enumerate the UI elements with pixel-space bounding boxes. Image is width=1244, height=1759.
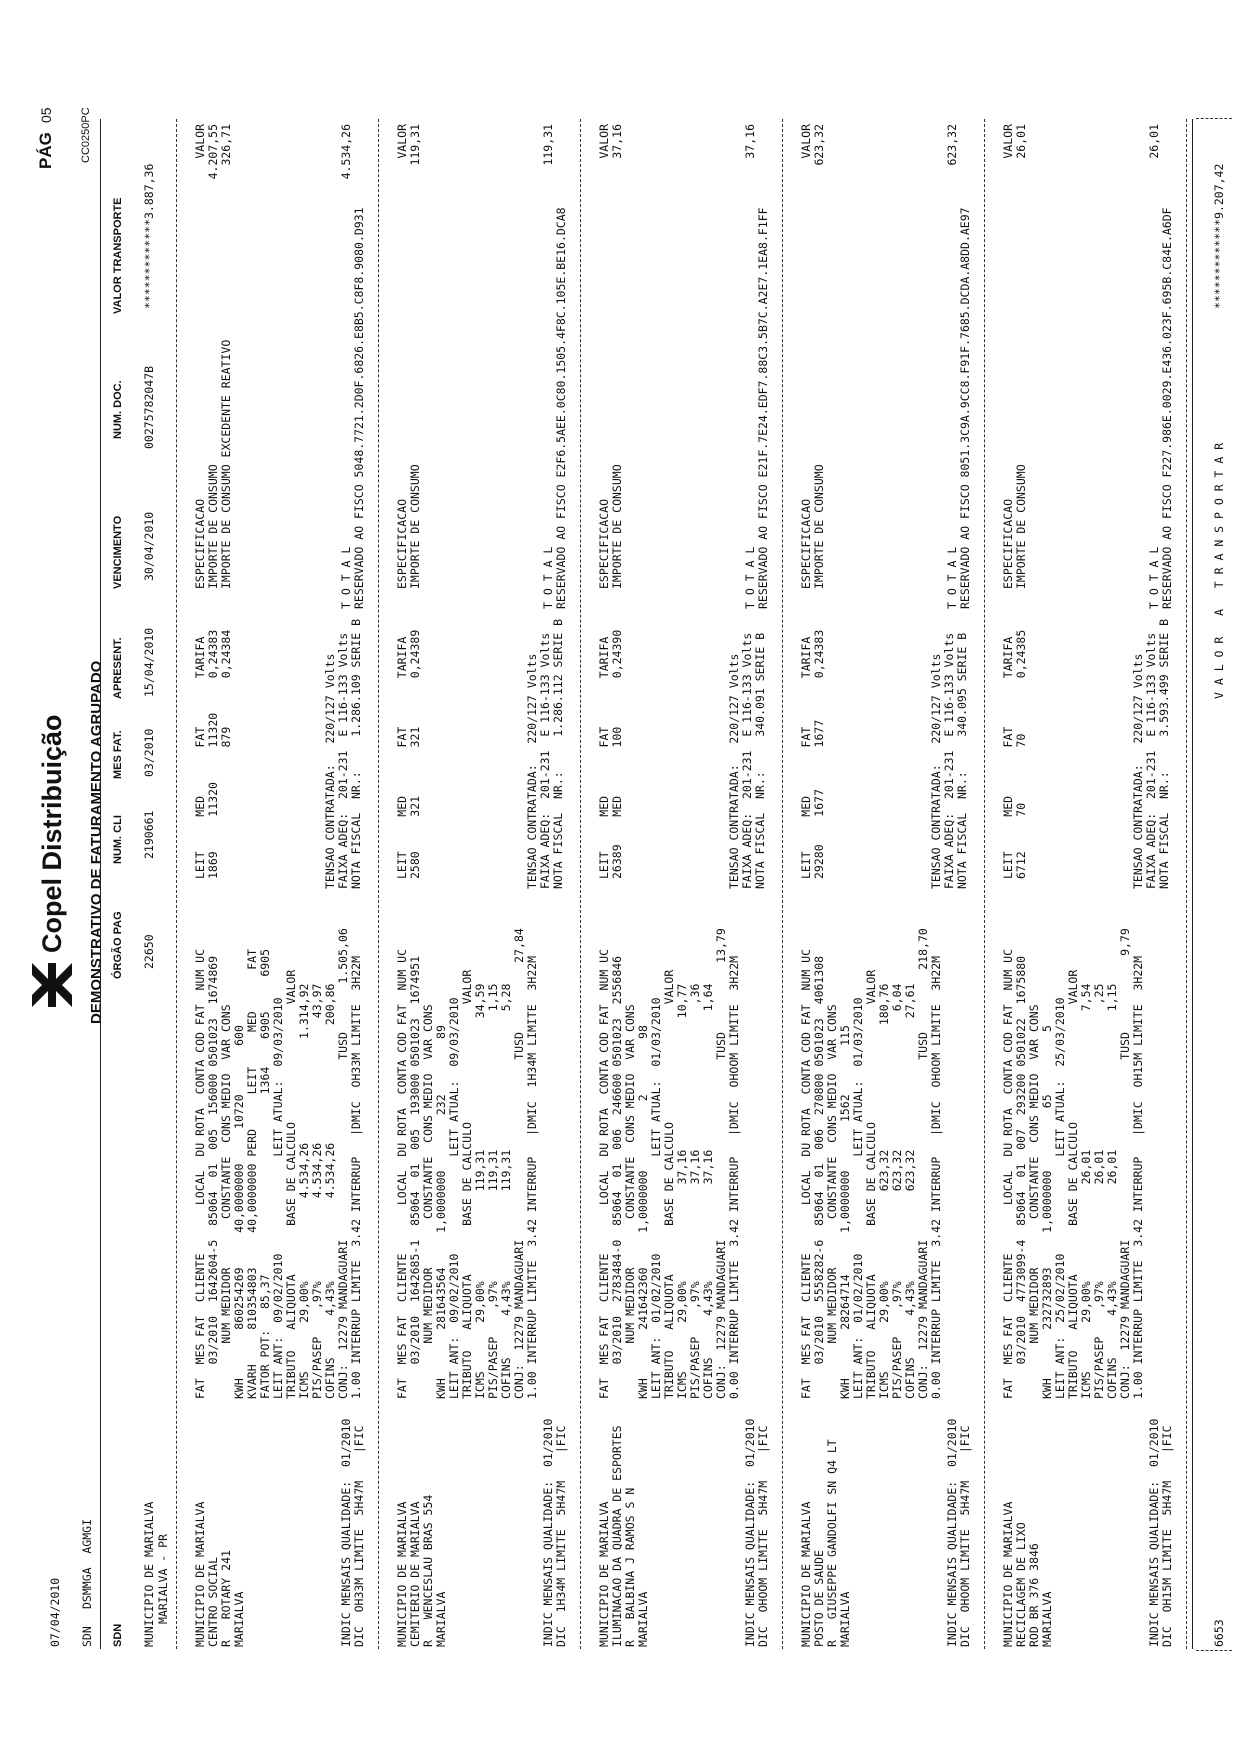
record-total-value: 37,16 (743, 124, 757, 159)
col-sdn: SDN (112, 1623, 124, 1647)
col-num-doc: NUM. DOC. (112, 380, 124, 439)
record-specification: ESPECIFICACAO IMPORTE DE CONSUMO IMPORTE DE CONSUMO EXCEDENTE REATIVO (193, 339, 233, 589)
record-total-value: 119,31 (541, 124, 555, 166)
record-specification: ESPECIFICACAO IMPORTE DE CONSUMO (597, 464, 624, 589)
col-orgao-pag: ÓRGÃO PAG (112, 911, 124, 979)
record-total: T O T A L RESERVADO AO FISCO 5048.7721.2D0F.6826.E8B5.C8F8.9080.D931 (339, 207, 366, 609)
sdn-label: SDN (80, 1626, 94, 1647)
record-total: T O T A L RESERVADO AO FISCO 8051.3C9A.9CC8.F91F.7685.DCDA.A8DD.AE97 (945, 207, 972, 609)
footer-right-divider (1196, 118, 1232, 119)
logo-text: Copel Distribuição (36, 714, 67, 953)
municipio-name: MUNICIPIO DE MARIALVA (142, 1501, 156, 1647)
record-voltage-info: TENSAO CONTRATADA: 220/127 Volts FAIXA ADEQ: 201-231 E 116-133 Volts NOTA FISCAL NR.: 1.286.112 SERIE B (525, 618, 565, 889)
col-mes-fat: MES FAT. (112, 730, 124, 779)
record-separator (1186, 119, 1187, 1649)
record-voltage-info: TENSAO CONTRATADA: 220/127 Volts FAIXA ADEQ: 201-231 E 116-133 Volts NOTA FISCAL NR.: 1.286.109 SERIE B (323, 618, 363, 889)
record-quality-indicators: INDIC MENSAIS QUALIDADE: 01/2010 DIC 1H34M LIMITE 5H47M |FIC (541, 1418, 568, 1647)
record-values: VALOR 37,16 (597, 124, 624, 159)
record-total-value: 623,32 (945, 124, 959, 166)
record-separator (378, 119, 379, 1649)
record-separator (580, 119, 581, 1649)
record-detail: FAT MES FAT CLIENTE LOCAL DU ROTA CONTA COD FAT NUM UC 03/2010 5558282-6 85064 01 006 270800 0501023 4061308 NUM MEDIDOR CONSTANTE CONS MEDIO VAR CONS KWH 28264714 1,0000000 1562 115 LEIT ANT: 01/02/2010 LEIT ATUAL: 01/03/2010 TRIBUTO ALIQUOTA BASE DE CALCULO VALOR ICMS 29,00% 623,32 180,76 PIS/PASEP ,97% 623,32 6,04 COFINS 4,43% 623,32 27,61 CONJ: 12279 MANDAGUARI TUSD 218,70 0.00 INTERRUP LIMITE 3.42 INTERRUP |DMIC OHOOM LIMITE 3H22M (799, 928, 943, 1399)
record-separator (984, 119, 985, 1649)
record-detail: FAT MES FAT CLIENTE LOCAL DU ROTA CONTA COD FAT NUM UC 03/2010 4773099-4 85064 01 007 293200 0501022 1675880 NUM MEDIDOR CONSTANTE CONS MEDIO VAR CONS KWH 232732893 1,0000000 65 5 LEIT ANT: 25/02/2010 LEIT ATUAL: 25/03/2010 TRIBUTO ALIQUOTA BASE DE CALCULO VALOR ICMS 29,00% 26,01 7,54 PIS/PASEP ,97% 26,01 ,25 COFINS 4,43% 26,01 1,15 CONJ: 12279 MANDAGUARI TUSD 9,79 1.00 INTERRUP LIMITE 3.42 INTERRUP |DMIC OH15M LIMITE 3H22M (1001, 928, 1145, 1399)
valor-a-transportar-label: V A L O R A T R A N S P O R T A R (1212, 442, 1226, 699)
record-address: MUNICIPIO DE MARIALVA CENTRO SOCIAL R ROTARY 241 MARIALVA (193, 1501, 246, 1647)
copel-logo-icon (30, 961, 74, 1009)
record-voltage-info: TENSAO CONTRATADA: 220/127 Volts FAIXA ADEQ: 201-231 E 116-133 Volts NOTA FISCAL NR.: 340.091 SERIE B (727, 632, 767, 889)
record-values: VALOR 119,31 (395, 124, 422, 166)
record-detail: FAT MES FAT CLIENTE LOCAL DU ROTA CONTA COD FAT NUM UC 03/2010 1642685-1 85064 01 005 193000 0501023 1674951 NUM MEDIDOR CONSTANTE CONS MEDIO VAR CONS KWH 281643564 1,0000000 232 89 LEIT ANT: 09/02/2010 LEIT ATUAL: 09/03/2010 TRIBUTO ALIQUOTA BASE DE CALCULO VALOR ICMS 29,00% 119,31 34,59 PIS/PASEP ,97% 119,31 1,15 COFINS 4,43% 119,31 5,28 CONJ: 12279 MANDAGUARI TUSD 27,84 1.00 INTERRUP LIMITE 3.42 INTERRUP |DMIC 1H34M LIMITE 3H22M (395, 928, 539, 1399)
record-quality-indicators: INDIC MENSAIS QUALIDADE: 01/2010 DIC OHOOM LIMITE 5H47M |FIC (743, 1418, 770, 1647)
dsmmga-label: DSMMGA AGMGI (80, 1518, 94, 1609)
record-total: T O T A L RESERVADO AO FISCO E21F.7E24.EDF7.88C3.5B7C.A2E7.1EA8.F1FF (743, 207, 770, 609)
report-code: CC0250PC (80, 107, 92, 163)
record-quality-indicators: INDIC MENSAIS QUALIDADE: 01/2010 DIC OHOOM LIMITE 5H47M |FIC (945, 1418, 972, 1647)
orgao-value: 22650 (142, 934, 156, 969)
record-detail: FAT MES FAT CLIENTE LOCAL DU ROTA CONTA COD FAT NUM UC 03/2010 1642604-5 85064 01 005 156000 0501023 1674869 NUM MEDIDOR CONSTANTE CONS MEDIO VAR CONS KWH 860254269 40,0000000 10720 600 KVARH 810354803 40,0000000 PERD LEIT MED FAT FATOR POT: 85,37 1364 6905 6905 LEIT ANT: 09/02/2010 LEIT ATUAL: 09/03/2010 TRIBUTO ALIQUOTA BASE DE CALCULO VALOR ICMS 29,00% 4.534,26 1.314,92 PIS/PASEP ,97% 4.534,26 43,97 COFINS 4,43% 4.534,26 200,86 CONJ: 12279 MANDAGUARI TUSD 1.505,06 1.00 INTERRUP LIMITE 3.42 INTERRUP |DMIC OH33M LIMITE 3H22M (193, 928, 363, 1399)
print-date: 07/04/2010 (48, 1577, 62, 1647)
record-readings: LEIT MED FAT TARIFA 1869 11320 11320 0,24383 879 0,24384 (193, 629, 233, 879)
record-quality-indicators: INDIC MENSAIS QUALIDADE: 01/2010 DIC OH33M LIMITE 5H47M |FIC (339, 1418, 366, 1647)
record-address: MUNICIPIO DE MARIALVA CEMITERIO DE MARIALVA R WENCESLAU BRAS 554 MARIALVA (395, 1494, 448, 1647)
apresent-value: 15/04/2010 (142, 627, 156, 697)
valor-a-transportar-value: *************9.207,42 (1212, 163, 1226, 309)
col-valor-transporte: VALOR TRANSPORTE (112, 197, 124, 314)
num-doc-value: 00275782047B (142, 365, 156, 449)
page-label: PÁG (36, 132, 55, 169)
record-separator (782, 119, 783, 1649)
header-bottom-rule (176, 119, 177, 1649)
vencimento-value: 30/04/2010 (142, 511, 156, 581)
record-readings: LEIT MED FAT TARIFA 26389 MED 100 0,24390 (597, 629, 624, 879)
record-address: MUNICIPIO DE MARIALVA RECICLAGEM DE LIXO ROD BR 376 3846 MARIALVA (1001, 1501, 1054, 1647)
record-voltage-info: TENSAO CONTRATADA: 220/127 Volts FAIXA ADEQ: 201-231 E 116-133 Volts NOTA FISCAL NR.: 3.593.499 SERIE B (1131, 618, 1171, 889)
record-address: MUNICIPIO DE MARIALVA ILUMINACAO DA QUADRA DE ESPORTES R BALBINA J RAMOS S N MARIALVA (597, 1425, 650, 1647)
report-title: DEMONSTRATIVO DE FATURAMENTO AGRUPADO (88, 660, 105, 1024)
record-address: MUNICIPIO DE MARIALVA POSTO DE SAUDE R GIUSEPPE GANDOLFI SN Q4 LT MARIALVA (799, 1439, 852, 1647)
footer-code: 6653 (1212, 1619, 1226, 1647)
col-vencimento: VENCIMENTO (112, 515, 124, 589)
col-num-cli: NUM. CLI (112, 815, 124, 864)
record-detail: FAT MES FAT CLIENTE LOCAL DU ROTA CONTA COD FAT NUM UC 03/2010 2783484-0 85064 01 006 246600 0501023 2556846 NUM MEDIDOR CONSTANTE CONS MEDIO VAR CONS KWH 241642360 1,0000000 2 98 LEIT ANT: 01/02/2010 LEIT ATUAL: 01/03/2010 TRIBUTO ALIQUOTA BASE DE CALCULO VALOR ICMS 29,00% 37,16 10,77 PIS/PASEP ,97% 37,16 ,36 COFINS 4,43% 37,16 1,64 CONJ: 12279 MANDAGUARI TUSD 13,79 0.00 INTERRUP LIMITE 3.42 INTERRUP |DMIC OHOOM LIMITE 3H22M (597, 928, 741, 1399)
num-cli-value: 2190661 (142, 810, 156, 859)
record-readings: LEIT MED FAT TARIFA 6712 70 70 0,24385 (1001, 629, 1028, 879)
record-readings: LEIT MED FAT TARIFA 2580 321 321 0,24389 (395, 629, 422, 879)
record-voltage-info: TENSAO CONTRATADA: 220/127 Volts FAIXA ADEQ: 201-231 E 116-133 Volts NOTA FISCAL NR.: 340.095 SERIE B (929, 632, 969, 889)
record-total: T O T A L RESERVADO AO FISCO E2F6.5AEE.0C80.1505.4F8C.105E.BE16.DCA8 (541, 207, 568, 609)
mes-fat-value: 03/2010 (142, 728, 156, 777)
record-readings: LEIT MED FAT TARIFA 29280 1677 1677 0,24383 (799, 629, 826, 879)
record-specification: ESPECIFICACAO IMPORTE DE CONSUMO (1001, 464, 1028, 589)
col-apresent: APRESENT. (112, 637, 124, 699)
valor-transporte-value: *************3.887,36 (142, 163, 156, 309)
copel-logo (30, 714, 74, 1009)
header-top-rule (100, 119, 101, 1649)
record-total: T O T A L RESERVADO AO FISCO F227.986E.0029.E436.023F.695B.C84E.A6DF (1147, 207, 1174, 609)
record-values: VALOR 623,32 (799, 124, 826, 166)
record-specification: ESPECIFICACAO IMPORTE DE CONSUMO (799, 464, 826, 589)
record-quality-indicators: INDIC MENSAIS QUALIDADE: 01/2010 DIC OH15M LIMITE 5H47M |FIC (1147, 1418, 1174, 1647)
footer-rule (1192, 119, 1193, 1649)
page-number: 05 (38, 107, 54, 123)
record-values: VALOR 4.207,55 326,71 (193, 124, 233, 180)
record-total-value: 4.534,26 (339, 124, 353, 180)
record-total-value: 26,01 (1147, 124, 1161, 159)
municipio-uf: MARIALVA - PR (156, 1533, 170, 1624)
record-values: VALOR 26,01 (1001, 124, 1028, 159)
footer-left-divider (1196, 1650, 1232, 1651)
record-specification: ESPECIFICACAO IMPORTE DE CONSUMO (395, 464, 422, 589)
